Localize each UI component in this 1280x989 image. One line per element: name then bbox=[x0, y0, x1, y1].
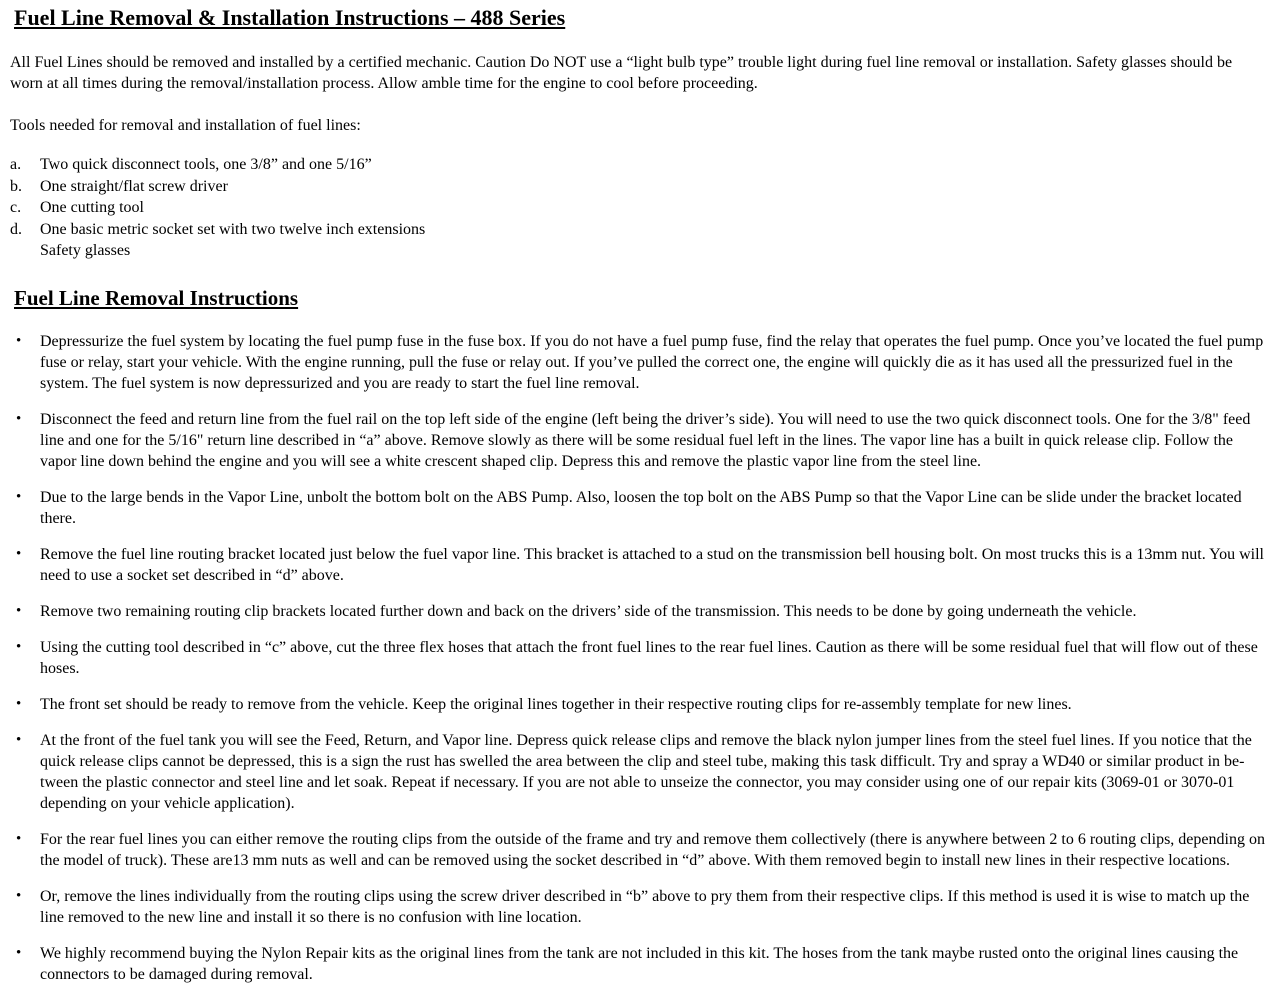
tool-item-marker: c. bbox=[10, 199, 22, 216]
tools-intro: Tools needed for removal and installation of fuel lines: bbox=[10, 117, 361, 134]
bullet-icon: • bbox=[16, 545, 22, 562]
instruction-item bbox=[10, 886, 1268, 928]
tool-item-marker: a. bbox=[10, 156, 22, 173]
bullet-icon: • bbox=[16, 887, 22, 904]
instruction-item bbox=[10, 730, 1268, 814]
tool-item-text: One straight/flat screw driver bbox=[40, 177, 228, 195]
bullet-icon: • bbox=[16, 488, 22, 505]
page-title: Fuel Line Removal & Installation Instructions – 488 Series bbox=[14, 5, 566, 30]
bullet-icon: • bbox=[16, 830, 22, 847]
instruction-text: Disconnect the feed and return line from the fuel rail on the top left side of the engine (left being the driver’s side). You will need to use the two quick disconnect tools. One for the 3/8" feed line and one for the 5/16" return line described in “a” above. Remove slowly as there will be some residual fuel left in the lines. The vapor line has a built in quick release clip. Follow the vapor line down behind the engine and you will see a white crescent shaped clip. Depress this and remove the plastic vapor line from the steel line. bbox=[40, 410, 1251, 470]
tool-item-marker: d. bbox=[10, 220, 22, 238]
instruction-item bbox=[10, 409, 1268, 472]
tool-item bbox=[10, 219, 1268, 241]
tool-item-text: One cutting tool bbox=[40, 199, 144, 216]
bullet-icon: • bbox=[16, 638, 22, 655]
instruction-text: At the front of the fuel tank you will see the Feed, Return, and Vapor line. Depress quick release clips and remove the black nylon jumper lines from the steel fuel lines. If you notice that the quick release clips cannot be depressed, this is a sign the rust has swelled the area between the clip and steel tube, making this task difficult. Try and spray a WD40 or similar product in be-tween the plastic connector and steel line and let soak. Repeat if necessary. If you are not able to unseize the connector, you may consider using one of our repair kits (3069-01 or 3070-01 depending on your vehicle application). bbox=[40, 731, 1252, 812]
tool-item-marker: b. bbox=[10, 177, 22, 195]
tool-item-continuation: Safety glasses bbox=[40, 242, 131, 259]
intro-paragraph: All Fuel Lines should be removed and installed by a certified mechanic. Caution Do NOT use a “light bulb type” trouble light during fuel line removal or installation. Safety glasses should be worn at all times during the removal/installation process. Allow amble time for the engine to cool before proceeding. bbox=[10, 54, 1233, 92]
instruction-item bbox=[10, 943, 1268, 985]
tools-list bbox=[10, 154, 1268, 262]
tool-item bbox=[10, 176, 1268, 198]
bullet-icon: • bbox=[16, 332, 22, 349]
instruction-item bbox=[10, 637, 1268, 679]
tool-item bbox=[10, 197, 1268, 219]
instruction-text: Remove two remaining routing clip brackets located further down and back on the drivers’ side of the transmission. This needs to be done by going underneath the vehicle. bbox=[40, 602, 1137, 620]
instruction-text: Remove the fuel line routing bracket located just below the fuel vapor line. This bracket is attached to a stud on the transmission bell housing bolt. On most trucks this is a 13mm nut. You will need to use a socket set described in “d” above. bbox=[40, 545, 1264, 584]
tool-item-text: Two quick disconnect tools, one 3/8” and one 5/16” bbox=[40, 156, 372, 173]
instruction-text: The front set should be ready to remove from the vehicle. Keep the original lines together in their respective routing clips for re-assembly template for new lines. bbox=[40, 695, 1072, 713]
bullet-icon: • bbox=[16, 602, 22, 619]
bullet-icon: • bbox=[16, 944, 22, 961]
instruction-item bbox=[10, 331, 1268, 394]
instruction-item bbox=[10, 487, 1268, 529]
instruction-item bbox=[10, 601, 1268, 622]
bullet-icon: • bbox=[16, 410, 22, 427]
instruction-item bbox=[10, 694, 1268, 715]
instruction-text: We highly recommend buying the Nylon Repair kits as the original lines from the tank are not included in this kit. The hoses from the tank maybe rusted onto the original lines causing the connectors to be damaged during removal. bbox=[40, 944, 1239, 983]
section-heading: Fuel Line Removal Instructions bbox=[14, 285, 299, 310]
instruction-item bbox=[10, 829, 1268, 871]
bullet-icon: • bbox=[16, 695, 22, 712]
tool-item-text: One basic metric socket set with two twelve inch extensions bbox=[40, 220, 426, 238]
instruction-text: Or, remove the lines individually from the routing clips using the screw driver described in “b” above to pry them from their respective clips. If this method is used it is wise to match up the line removed to the new line and install it so there is no confusion with line location. bbox=[40, 887, 1250, 926]
tool-item bbox=[10, 154, 1268, 176]
instruction-text: Using the cutting tool described in “c” above, cut the three flex hoses that attach the front fuel lines to the rear fuel lines. Caution as there will be some residual fuel that will flow out of these hoses. bbox=[40, 638, 1258, 677]
instruction-text: Due to the large bends in the Vapor Line, unbolt the bottom bolt on the ABS Pump. Also, loosen the top bolt on the ABS Pump so that the Vapor Line can be slide under the bracket located there. bbox=[40, 488, 1242, 527]
bullet-icon: • bbox=[16, 731, 22, 748]
instruction-text: For the rear fuel lines you can either remove the routing clips from the outside of the frame and try and remove them collectively (there is anywhere between 2 to 6 routing clips, depending on the model of truck). These are13 mm nuts as well and can be removed using the socket described in “d” above. With them removed begin to install new lines in their respective locations. bbox=[40, 830, 1265, 869]
instructions-list bbox=[10, 331, 1268, 985]
instruction-item bbox=[10, 544, 1268, 586]
instruction-text: Depressurize the fuel system by locating the fuel pump fuse in the fuse box. If you do not have a fuel pump fuse, find the relay that operates the fuel pump. Once you’ve located the fuel pump fuse or relay, start your vehicle. With the engine running, pull the fuse or relay out. If you’ve pulled the correct one, the engine will quickly die as it has used all the pressurized fuel in the system. The fuel system is now depressurized and you are ready to start the fuel line removal. bbox=[40, 332, 1264, 392]
